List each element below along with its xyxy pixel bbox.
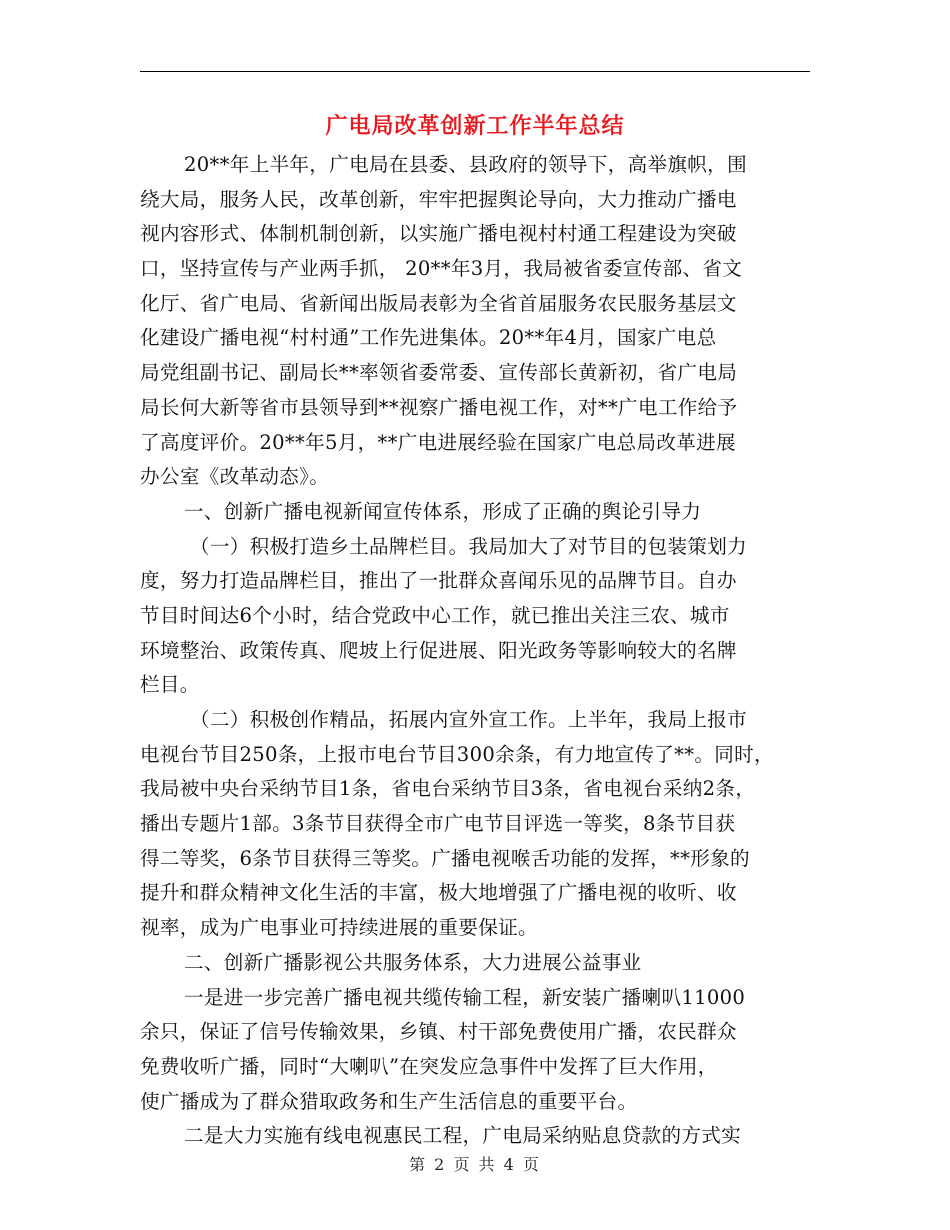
- body-line: 了高度评价。20**年5月，**广电进展经验在国家广电总局改革进展: [140, 430, 736, 454]
- body-line: 20**年上半年，广电局在县委、县政府的领导下，高举旗帜，围: [184, 153, 747, 176]
- body-line: 节目时间达6个小时，结合党政中心工作，就已推出关注三农、城市: [140, 603, 730, 627]
- document-body: [140, 148, 830, 1154]
- body-line: 度，努力打造品牌栏目，推出了一批群众喜闻乐见的品牌节目。自办: [140, 569, 737, 593]
- body-line: 化建设广播电视“村村通”工作先进集体。20**年4月，国家广电总: [140, 326, 717, 350]
- body-line: 余只，保证了信号传输效果，乡镇、村干部免费使用广播，农民群众: [140, 1020, 737, 1044]
- body-line: 得二等奖，6条节目获得三等奖。广播电视喉舌功能的发挥，**形象的: [140, 846, 750, 870]
- body-line: 免费收听广播，同时“大喇叭”在突发应急事件中发挥了巨大作用，: [140, 1054, 718, 1078]
- body-line: 办公室《改革动态》。: [140, 465, 330, 489]
- body-line: 栏目。: [140, 673, 200, 697]
- body-line: 视内容形式、体制机制创新，以实施广播电视村村通工程建设为突破: [140, 222, 737, 246]
- body-line: 绕大局，服务人民，改革创新，牢牢把握舆论导向，大力推动广播电: [140, 187, 737, 211]
- body-line: 环境整治、政策传真、爬坡上行促进展、阳光政务等影响较大的名牌: [140, 638, 737, 662]
- header-rule: [140, 71, 810, 72]
- body-line: 化厅、省广电局、省新闻出版局表彰为全省首届服务农民服务基层文: [140, 291, 737, 315]
- body-line: 局党组副书记、副局长**率领省委常委、宣传部长黄新初，省广电局: [140, 361, 738, 385]
- section-heading: 一、创新广播电视新闻宣传体系，形成了正确的舆论引导力: [184, 499, 702, 523]
- body-line: 提升和群众精神文化生活的丰富，极大地增强了广播电视的收听、收: [140, 881, 737, 905]
- body-line: 一是进一步完善广播电视共缆传输工程，新安装广播喇叭11000: [184, 985, 746, 1009]
- subsection-line: （一）积极打造乡土品牌栏目。我局加大了对节目的包装策划力: [190, 534, 748, 558]
- document-title: 广电局改革创新工作半年总结: [325, 113, 625, 139]
- body-line: 视率，成为广电事业可持续进展的重要保证。: [140, 916, 538, 940]
- body-line: 播出专题片1部。3条节目获得全市广电节目评选一等奖，8条节目获: [140, 812, 736, 836]
- body-line: 二是大力实施有线电视惠民工程，广电局采纳贴息贷款的方式实: [184, 1124, 742, 1148]
- body-line: 口，坚持宣传与产业两手抓， 20**年3月，我局被省委宣传部、省文: [140, 257, 743, 281]
- body-line: 使广播成为了群众猎取政务和生产生活信息的重要平台。: [140, 1089, 638, 1113]
- page-number: 第 2 页 共 4 页: [409, 1155, 541, 1174]
- subsection-line: （二）积极创作精品，拓展内宣外宣工作。上半年，我局上报市: [190, 708, 748, 731]
- section-heading: 二、创新广播影视公共服务体系，大力进展公益事业: [184, 950, 642, 974]
- body-line: 局长何大新等省市县领导到**视察广播电视工作，对**广电工作给予: [140, 395, 738, 419]
- body-line: 我局被中央台采纳节目1条，省电台采纳节目3条，省电视台采纳2条，: [140, 777, 756, 801]
- body-line: 电视台节目250条，上报市电台节目300余条，有力地宣传了**。同时，: [140, 742, 774, 766]
